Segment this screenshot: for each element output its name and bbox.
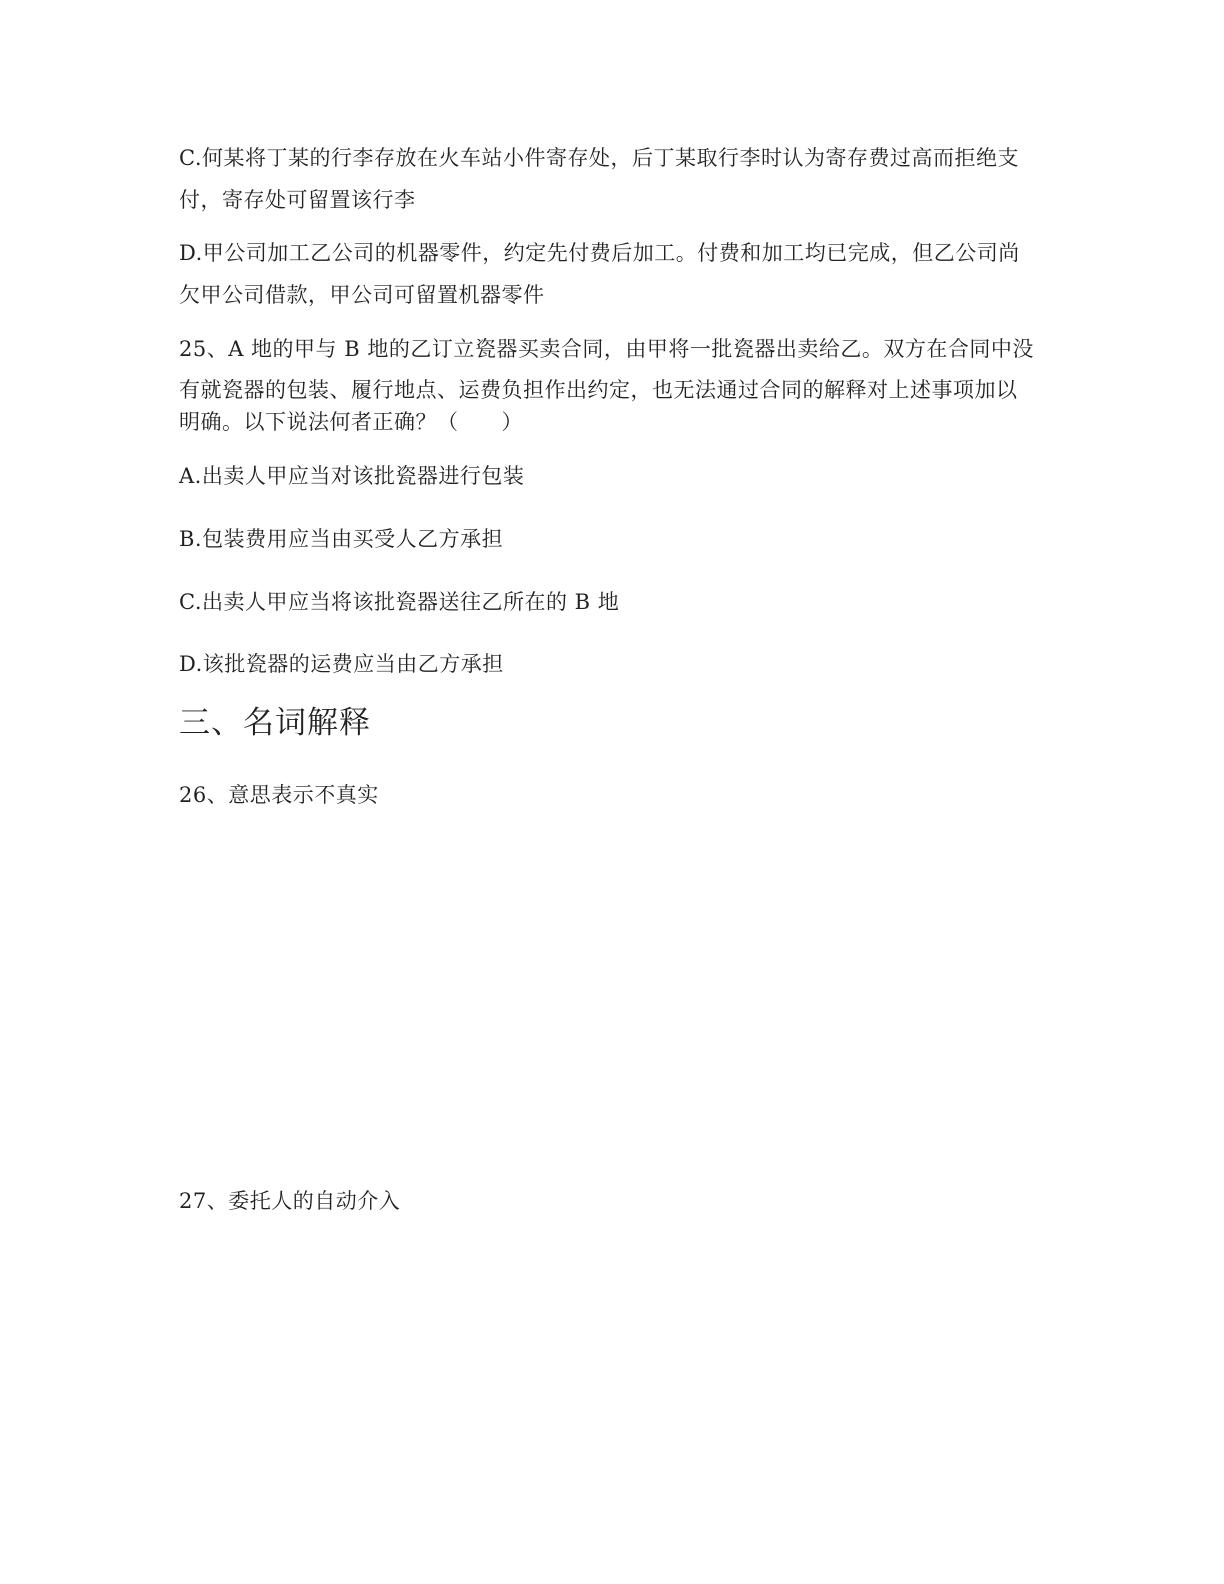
section-heading: 三、名词解释 — [179, 705, 371, 741]
q25-option-b: B.包装费用应当由买受人乙方承担 — [179, 527, 504, 551]
q24-option-c-line-1: C.何某将丁某的行李存放在火车站小件寄存处，后丁某取行李时认为寄存费过高而拒绝支 — [179, 146, 1019, 170]
q26-term: 26、意思表示不真实 — [179, 783, 379, 807]
q25-option-a: A.出卖人甲应当对该批瓷器进行包装 — [179, 464, 525, 488]
q24-option-d-line-2: 欠甲公司借款，甲公司可留置机器零件 — [179, 283, 545, 307]
q27-term: 27、委托人的自动介入 — [179, 1189, 401, 1213]
q25-option-c: C.出卖人甲应当将该批瓷器送往乙所在的 B 地 — [179, 590, 620, 614]
q25-option-d: D.该批瓷器的运费应当由乙方承担 — [179, 652, 504, 676]
q24-option-c-line-2: 付，寄存处可留置该行李 — [179, 188, 416, 212]
q25-stem-line-1: 25、A 地的甲与 B 地的乙订立瓷器买卖合同，由甲将一批瓷器出卖给乙。双方在合同中没 — [179, 337, 1034, 361]
q25-stem-line-3: 明确。以下说法何者正确？（ ） — [179, 410, 523, 434]
q24-option-d-line-1: D.甲公司加工乙公司的机器零件，约定先付费后加工。付费和加工均已完成，但乙公司尚 — [179, 241, 1020, 265]
q25-stem-line-2: 有就瓷器的包装、履行地点、运费负担作出约定，也无法通过合同的解释对上述事项加以 — [179, 378, 1018, 402]
